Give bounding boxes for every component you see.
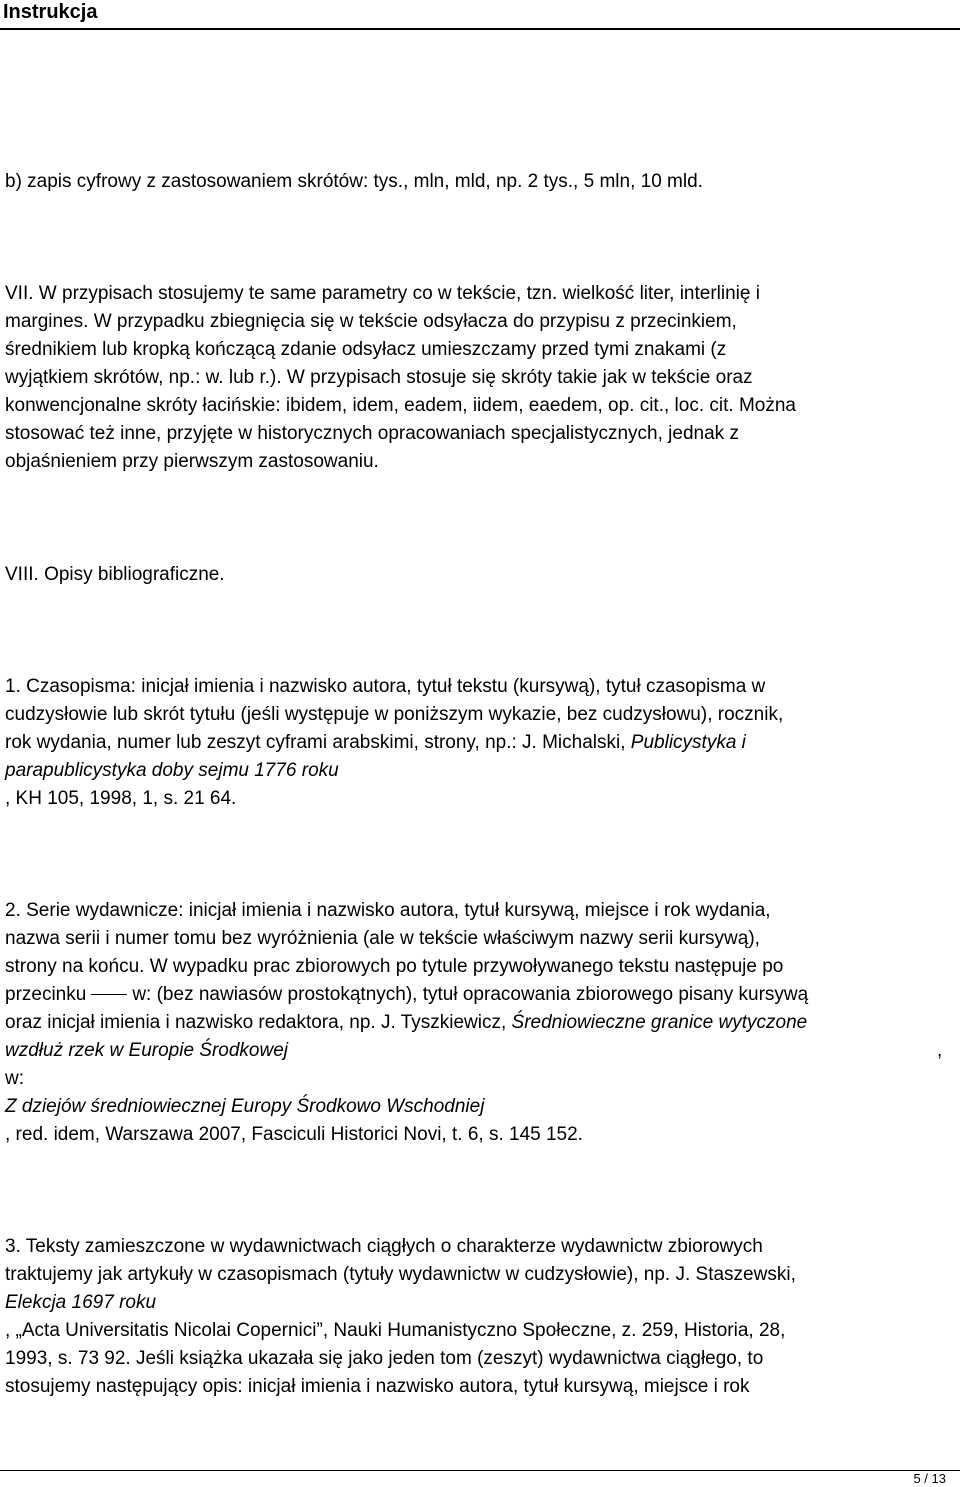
- em-dash: [91, 994, 127, 995]
- text-line: objaśnieniem przy pierwszym zastosowaniu.: [5, 451, 379, 472]
- text-line: stosujemy następujący opis: inicjał imienia i nazwisko autora, tytuł kursywą, miejsce i rok: [5, 1376, 750, 1397]
- text-line: w:: [5, 1068, 24, 1089]
- section-heading: VIII. Opisy bibliograficzne.: [5, 564, 225, 585]
- italic-title: Średniowieczne granice wytyczone: [511, 1012, 808, 1033]
- text-line: strony na końcu. W wypadku prac zbiorowych po tytule przywoływanego tekstu następuje po: [5, 956, 784, 977]
- page-title: Instrukcja: [3, 1, 98, 23]
- italic-title: Publicystyka i: [630, 732, 746, 753]
- paragraph-3: [5, 1233, 955, 1401]
- paragraph-1: [5, 673, 955, 813]
- italic-title: Z dziejów średniowiecznej Europy Środkowo Wschodniej: [5, 1096, 485, 1117]
- text-run: w: (bez nawiasów prostokątnych), tytuł opracowania zbiorowego pisany kursywą: [132, 984, 809, 1005]
- text-line: stosować też inne, przyjęte w historycznych opracowaniach specjalistycznych, jednak z: [5, 423, 739, 444]
- text-line: margines. W przypadku zbiegnięcia się w tekście odsyłacza do przypisu z przecinkiem,: [5, 311, 737, 332]
- italic-title: wzdłuż rzek w Europie Środkowej: [5, 1040, 289, 1061]
- text-line: 1993, s. 73 92. Jeśli książka ukazała się jako jeden tom (zeszyt) wydawnictwa ciągłego, to: [5, 1348, 764, 1369]
- text-line: średnikiem lub kropką kończącą zdanie odsyłacz umieszczamy przed tymi znakami (z: [5, 339, 727, 360]
- italic-title: Elekcja 1697 roku: [5, 1292, 157, 1313]
- paragraph-vii: [5, 280, 955, 476]
- text-run: ,: [937, 1040, 943, 1061]
- text-line: 3. Teksty zamieszczone w wydawnictwach ciągłych o charakterze wydawnictw zbiorowych: [5, 1236, 763, 1257]
- text-line: , red. idem, Warszawa 2007, Fasciculi Historici Novi, t. 6, s. 145 152.: [5, 1124, 583, 1145]
- text-run: rok wydania, numer lub zeszyt cyframi arabskimi, strony, np.: J. Michalski,: [5, 732, 631, 753]
- text-line: traktujemy jak artykuły w czasopismach (tytuły wydawnictw w cudzysłowie), np. J. Staszewski,: [5, 1264, 796, 1285]
- text-line: [5, 1037, 955, 1065]
- italic-title: parapublicystyka doby sejmu 1776 roku: [5, 760, 339, 781]
- text-line: [5, 1009, 955, 1037]
- text-line: wyjątkiem skrótów, np.: w. lub r.). W przypisach stosuje się skróty takie jak w tekście oraz: [5, 367, 753, 388]
- text-run: przecinku: [5, 984, 87, 1005]
- text-line: konwencjonalne skróty łacińskie: ibidem, idem, eadem, iidem, eaedem, op. cit., loc. cit. Można: [5, 395, 796, 416]
- footer-divider: [0, 1470, 960, 1471]
- text-line: cudzysłowie lub skrót tytułu (jeśli występuje w poniższym wykazie, bez cudzysłowu), rocznik,: [5, 704, 784, 725]
- section-viii-heading: [5, 561, 955, 589]
- text-line: 1. Czasopisma: inicjał imienia i nazwisko autora, tytuł tekstu (kursywą), tytuł czasopisma w: [5, 676, 766, 697]
- paragraph-2: [5, 897, 955, 1149]
- text-line: b) zapis cyfrowy z zastosowaniem skrótów: tys., mln, mld, np. 2 tys., 5 mln, 10 mld.: [5, 171, 703, 192]
- text-line: [5, 729, 955, 757]
- text-line: VII. W przypisach stosujemy te same parametry co w tekście, tzn. wielkość liter, interlinię i: [5, 283, 760, 304]
- header-divider: [0, 28, 960, 30]
- text-line: 2. Serie wydawnicze: inicjał imienia i nazwisko autora, tytuł kursywą, miejsce i rok wydania,: [5, 900, 771, 921]
- text-line: [5, 981, 955, 1009]
- text-line: nazwa serii i numer tomu bez wyróżnienia (ale w tekście właściwym nazwy serii kursywą),: [5, 928, 760, 949]
- paragraph-b: [5, 168, 955, 196]
- text-run: oraz inicjał imienia i nazwisko redaktora, np. J. Tyszkiewicz,: [5, 1012, 512, 1033]
- text-line: , „Acta Universitatis Nicolai Copernici”, Nauki Humanistyczno Społeczne, z. 259, Historia, 28,: [5, 1320, 786, 1341]
- page-number: 5 / 13: [913, 1471, 946, 1486]
- text-line: , KH 105, 1998, 1, s. 21 64.: [5, 788, 237, 809]
